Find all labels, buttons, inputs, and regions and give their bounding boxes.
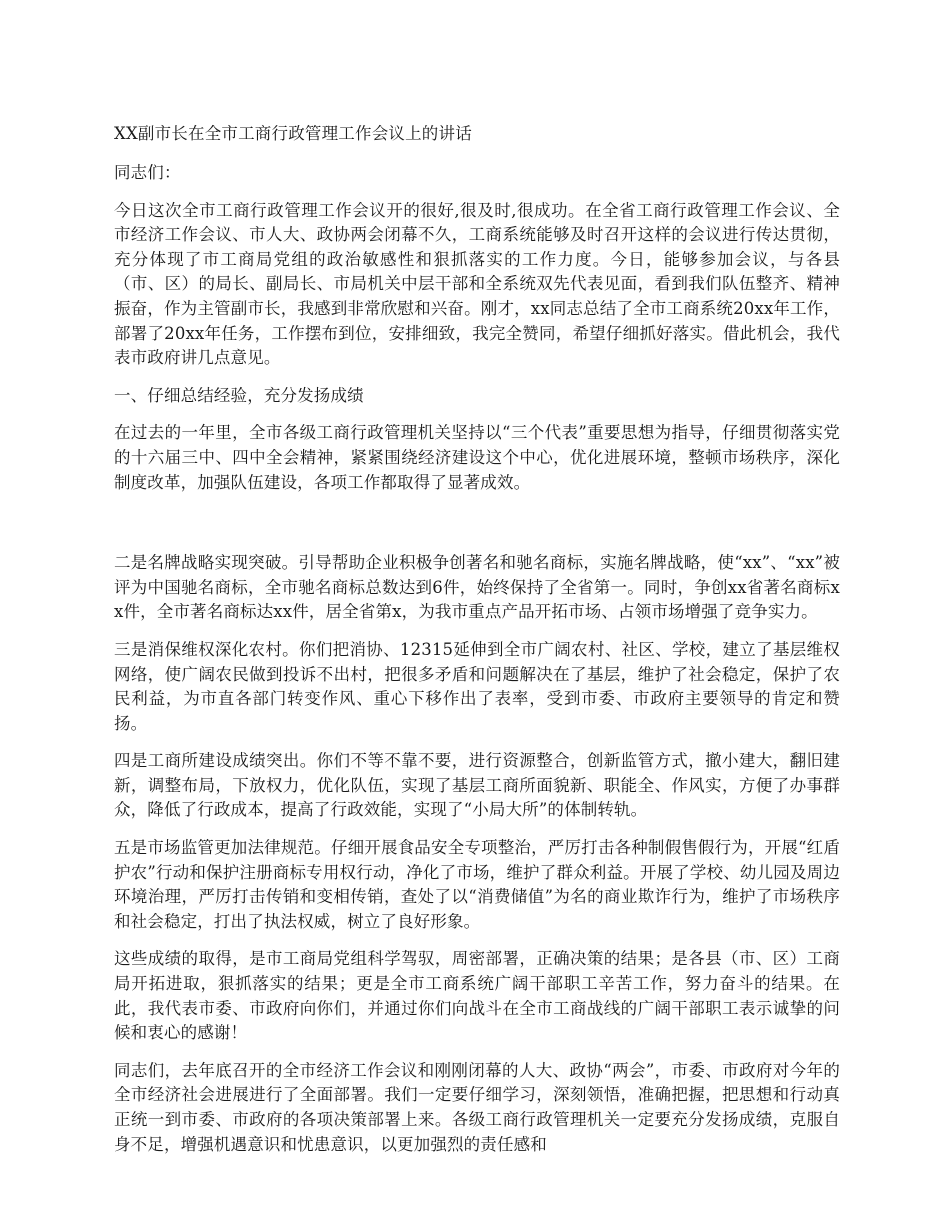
- blank-space: [114, 508, 840, 551]
- paragraph-point-5: 五是市场监管更加法律规范。仔细开展食品安全专项整治，严厉打击各种制假售假行为，开展“红盾护农”行动和保护注册商标专用权行动，净化了市场，维护了群众利益。开展了学校、幼儿园及周边环境治理，严厉打击传销和变相传销，查处了以“消费储值”为名的商业欺诈行为，维护了市场秩序和社会稳定，打出了执法权威，树立了良好形象。: [114, 838, 840, 931]
- paragraph-point-2: 二是名牌战略实现突破。引导帮助企业积极争创著名和驰名商标，实施名牌战略，使“xx”、“xx”被评为中国驰名商标，全市驰名商标总数达到6件，始终保持了全省第一。同时，争创xx省著名商标xx件，全市著名商标达xx件，居全省第x，为我市重点产品开拓市场、占领市场增强了竞争实力。: [114, 553, 840, 622]
- document-title: XX副市长在全市工商行政管理工作会议上的讲话: [114, 124, 472, 143]
- paragraph-outlook: 同志们，去年底召开的全市经济工作会议和刚刚闭幕的人大、政协“两会”，市委、市政府对今年的全市经济社会进展进行了全面部署。我们一定要仔细学习，深刻领悟，准确把握，把思想和行动真正统一到市委、市政府的各项决策部署上来。各级工商行政管理机关一定要充分发扬成绩，克服自身不足，增强机遇意识和忧患意识，以更加强烈的责任感和: [114, 1060, 840, 1154]
- paragraph-point-3: 三是消保维权深化农村。你们把消协、12315延伸到全市广阔农村、社区、学校，建立了基层维权网络，使广阔农民做到投诉不出村，把很多矛盾和问题解决在了基层，维护了社会稳定，保护了农民利益，为市直各部门转变作风、重心下移作出了表率，受到市委、市政府主要领导的肯定和赞扬。: [114, 639, 840, 733]
- paragraph-point-4: 四是工商所建设成绩突出。你们不等不靠不要，进行资源整合，创新监管方式，撤小建大，翻旧建新，调整布局，下放权力，优化队伍，实现了基层工商所面貌新、职能全、作风实，方便了办事群众，降低了行政成本，提高了行政效能，实现了“小局大所”的体制转轨。: [114, 751, 840, 820]
- paragraph-acknowledgement: 这些成绩的取得，是市工商局党组科学驾驭，周密部署，正确决策的结果；是各县（市、区）工商局开拓进取，狠抓落实的结果；更是全市工商系统广阔干部职工辛苦工作，努力奋斗的结果。在此，我代表市委、市政府向你们，并通过你们向战斗在全市工商战线的广阔干部职工表示诚挚的问候和衷心的感谢！: [114, 949, 840, 1043]
- paragraph-intro: 今日这次全市工商行政管理工作会议开的很好,很及时,很成功。在全省工商行政管理工作会议、全市经济工作会议、市人大、政协两会闭幕不久，工商系统能够及时召开这样的会议进行传达贯彻，充分体现了市工商局党组的政治敏感性和狠抓落实的工作力度。今日，能够参加会议，与各县（市、区）的局长、副局长、市局机关中层干部和全系统双先代表见面，看到我们队伍整齐、精神振奋，作为主管副市长，我感到非常欣慰和兴奋。刚才，xx同志总结了全市工商系统20xx年工作，部署了20xx年任务，工作摆布到位，安排细致，我完全赞同，希望仔细抓好落实。借此机会，我代表市政府讲几点意见。: [114, 200, 840, 368]
- salutation: 同志们：: [114, 163, 181, 182]
- document-page: [114, 120, 840, 1170]
- section-heading-1: 一、仔细总结经验，充分发扬成绩: [114, 385, 364, 405]
- paragraph-achievements: 在过去的一年里，全市各级工商行政管理机关坚持以“三个代表”重要思想为指导，仔细贯彻落实党的十六届三中、四中全会精神，紧紧围绕经济建设这个中心，优化进展环境，整顿市场秩序，深化制度改革，加强队伍建设，各项工作都取得了显著成效。: [114, 423, 840, 492]
